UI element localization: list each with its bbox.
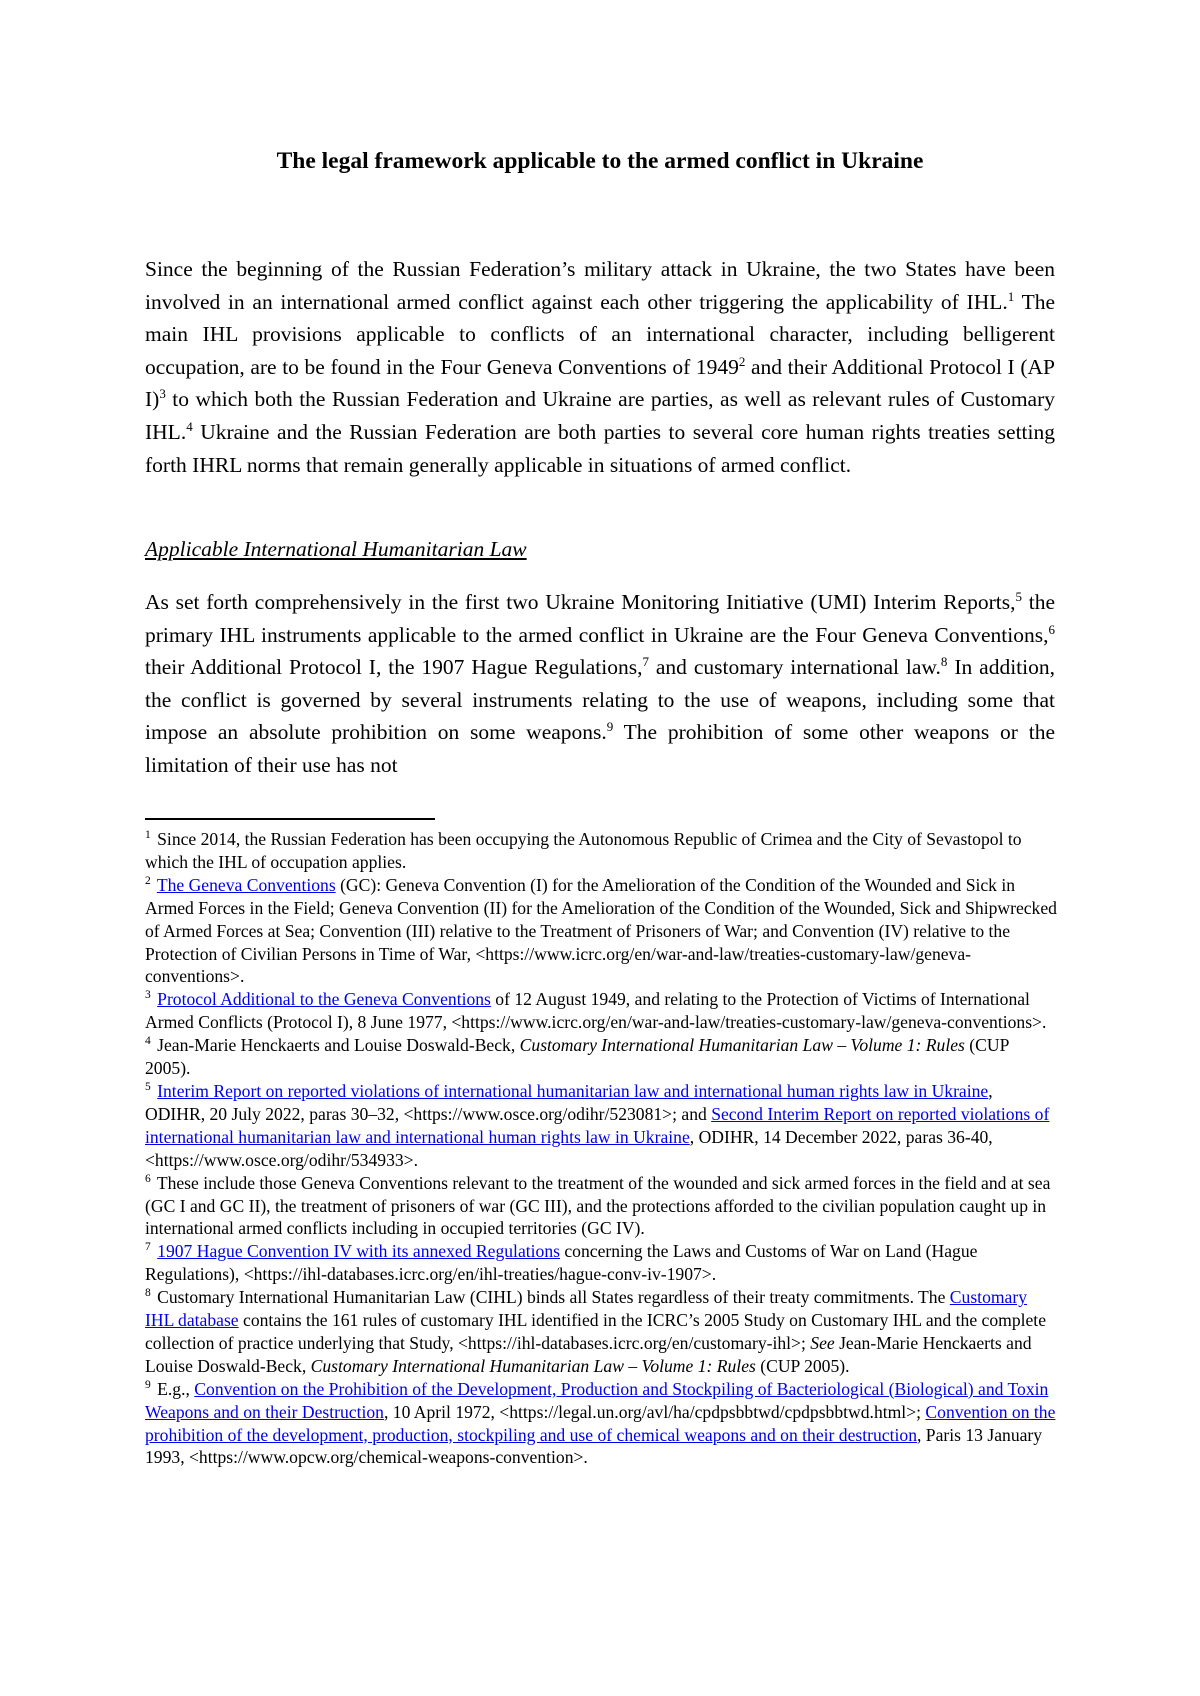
- footnote-5: [145, 1080, 1057, 1172]
- document-title: The legal framework applicable to the armed conflict in Ukraine: [276, 148, 924, 174]
- footnote-text: E.g.,: [152, 1378, 195, 1399]
- customary-ihl-database-link[interactable]: Customary IHL database: [145, 1287, 1028, 1331]
- footnote-ref-5[interactable]: 5: [1015, 588, 1022, 604]
- footnote-text: , Paris 13 January 1993, <https://www.opcw.org/chemical-weapons-convention>.: [145, 1424, 1043, 1468]
- footnote-text: Jean-Marie Henckaerts and Louise Doswald-Beck,: [145, 1332, 1032, 1376]
- footnote-ref-1[interactable]: 1: [1007, 288, 1015, 304]
- para-text: and customary international law.: [648, 655, 941, 680]
- footnote-number: 2: [145, 874, 151, 887]
- footnote-number: 7: [145, 1241, 151, 1254]
- footnote-ref-7[interactable]: 7: [642, 654, 649, 670]
- footnote-7: [145, 1240, 1057, 1286]
- footnote-separator: [145, 818, 435, 820]
- footnote-text: (GC): Geneva Convention (I) for the Amelioration of the Condition of the Wounded and Sick in Armed Forces in the Field; Geneva Convention (II) for the Amelioration of the Condition of the Wounded, Sick and Shipwrecked of Armed Forces at Sea; Convention (III) relative to the Treatment of Prisoners of War; and Convention (IV) relative to the Protection of Civilian Persons in Time of War, <https://www.icrc.org/en/war-and-law/treaties-customary-law/geneva-conventions>.: [145, 874, 1057, 987]
- footnote-1: [145, 828, 1057, 874]
- footnote-6: [145, 1172, 1057, 1241]
- footnote-book-title: Customary International Humanitarian Law – Volume 1: Rules: [519, 1035, 965, 1056]
- footnote-3: [145, 988, 1057, 1034]
- footnote-text: Jean-Marie Henckaerts and Louise Doswald-Beck,: [152, 1035, 520, 1056]
- footnote-book-title: Customary International Humanitarian Law – Volume 1: Rules: [310, 1355, 756, 1376]
- geneva-conventions-link[interactable]: The Geneva Conventions: [156, 874, 336, 895]
- body-paragraph-2: [145, 586, 1055, 782]
- para-text: and their Additional Protocol I (AP I): [145, 354, 1055, 412]
- biological-weapons-convention-link[interactable]: Convention on the Prohibition of the Development, Production and Stockpiling of Bacteriological (Biological) and Toxin Weapons and on their Destruction: [145, 1378, 1049, 1422]
- footnote-4: [145, 1034, 1057, 1080]
- para-text: The prohibition of some other weapons or the limitation of their use has not: [145, 720, 1055, 777]
- footnote-ref-9[interactable]: 9: [606, 719, 614, 735]
- footnote-number: 1: [145, 829, 151, 842]
- footnote-text: These include those Geneva Conventions relevant to the treatment of the wounded and sick armed forces in the field and at sea (GC I and GC II), the treatment of prisoners of war (GC III), and the protections afforded to the civilian population caught up in international armed conflicts including in occupied territories (GC IV).: [145, 1172, 1051, 1239]
- para-text: Ukraine and the Russian Federation are both parties to several core human rights treaties setting forth IHRL norms that remain generally applicable in situations of armed conflict.: [145, 419, 1055, 477]
- footnote-2: [145, 874, 1057, 989]
- footnote-9: [145, 1378, 1057, 1470]
- footnote-number: 4: [145, 1035, 151, 1048]
- footnote-text: concerning the Laws and Customs of War on Land (Hague Regulations), <https://ihl-databases.icrc.org/en/ihl-treaties/hague-conv-iv-1907>.: [145, 1241, 978, 1285]
- footnote-see-signal: See: [810, 1332, 835, 1353]
- para-text: the primary IHL instruments applicable to the armed conflict in Ukraine are the Four Geneva Conventions,: [145, 590, 1055, 647]
- footnotes-section: [145, 828, 1057, 1469]
- footnote-text: , 10 April 1972, <https://legal.un.org/avl/ha/cpdpsbbtwd/cpdpsbbtwd.html>;: [383, 1401, 926, 1422]
- footnote-text: Since 2014, the Russian Federation has been occupying the Autonomous Republic of Crimea and the City of Sevastopol to which the IHL of occupation applies.: [145, 829, 1022, 872]
- footnote-ref-8[interactable]: 8: [940, 654, 948, 670]
- footnote-ref-2[interactable]: 2: [738, 353, 746, 369]
- para-text: their Additional Protocol I, the 1907 Hague Regulations,: [145, 655, 643, 680]
- footnote-number: 6: [145, 1172, 151, 1185]
- footnote-number: 5: [145, 1081, 151, 1094]
- footnote-ref-3[interactable]: 3: [159, 386, 166, 402]
- footnote-text: (CUP 2005).: [755, 1355, 850, 1376]
- chemical-weapons-convention-link[interactable]: Convention on the prohibition of the development, production, stockpiling and use of chemical weapons and on their destruction: [145, 1401, 1056, 1445]
- footnote-number: 8: [145, 1287, 151, 1300]
- footnote-text: (CUP 2005).: [145, 1035, 1009, 1079]
- second-interim-report-link[interactable]: Second Interim Report on reported violations of international humanitarian law and international human rights law in Ukraine: [145, 1103, 1050, 1147]
- para-text: Since the beginning of the Russian Federation’s military attack in Ukraine, the two States have been involved in an international armed conflict against each other triggering the applicability of IHL.: [145, 257, 1055, 314]
- para-text: to which both the Russian Federation and Ukraine are parties, as well as relevant rules of Customary IHL.: [145, 387, 1055, 444]
- para-text: In addition, the conflict is governed by several instruments relating to the use of weapons, including some that impose an absolute prohibition on some weapons.: [145, 655, 1055, 745]
- footnote-ref-6[interactable]: 6: [1048, 621, 1055, 637]
- footnote-text: , ODIHR, 14 December 2022, paras 36-40, <https://www.osce.org/odihr/534933>.: [145, 1126, 993, 1170]
- section-heading: Applicable International Humanitarian Law: [145, 537, 527, 561]
- footnote-number: 9: [145, 1378, 151, 1391]
- footnote-text: Customary International Humanitarian Law (CIHL) binds all States regardless of their treaty commitments. The: [152, 1287, 950, 1308]
- footnote-text: , ODIHR, 20 July 2022, paras 30–32, <https://www.osce.org/odihr/523081>; and: [145, 1080, 993, 1124]
- footnote-text: contains the 161 rules of customary IHL identified in the ICRC’s 2005 Study on Customary IHL and the complete collection of practice underlying that Study, <https://ihl-databases.icrc.org/en/customary-ihl>;: [145, 1310, 1047, 1353]
- footnote-number: 3: [145, 989, 151, 1002]
- interim-report-link[interactable]: Interim Report on reported violations of international humanitarian law and international human rights law in Ukraine: [157, 1080, 989, 1101]
- para-text: As set forth comprehensively in the first two Ukraine Monitoring Initiative (UMI) Interim Reports,: [145, 590, 1016, 614]
- footnote-8: [145, 1286, 1057, 1378]
- hague-convention-link[interactable]: 1907 Hague Convention IV with its annexed Regulations: [157, 1241, 560, 1262]
- protocol-additional-link[interactable]: Protocol Additional to the Geneva Conventions: [157, 989, 491, 1010]
- footnote-ref-4[interactable]: 4: [186, 418, 193, 434]
- footnote-text: of 12 August 1949, and relating to the Protection of Victims of International Armed Conflicts (Protocol I), 8 June 1977, <https://www.icrc.org/en/war-and-law/treaties-customary-law/geneva-conventions>.: [145, 989, 1047, 1033]
- body-paragraph-1: [145, 253, 1055, 481]
- para-text: The main IHL provisions applicable to conflicts of an international character, including belligerent occupation, are to be found in the Four Geneva Conventions of 1949: [145, 289, 1055, 379]
